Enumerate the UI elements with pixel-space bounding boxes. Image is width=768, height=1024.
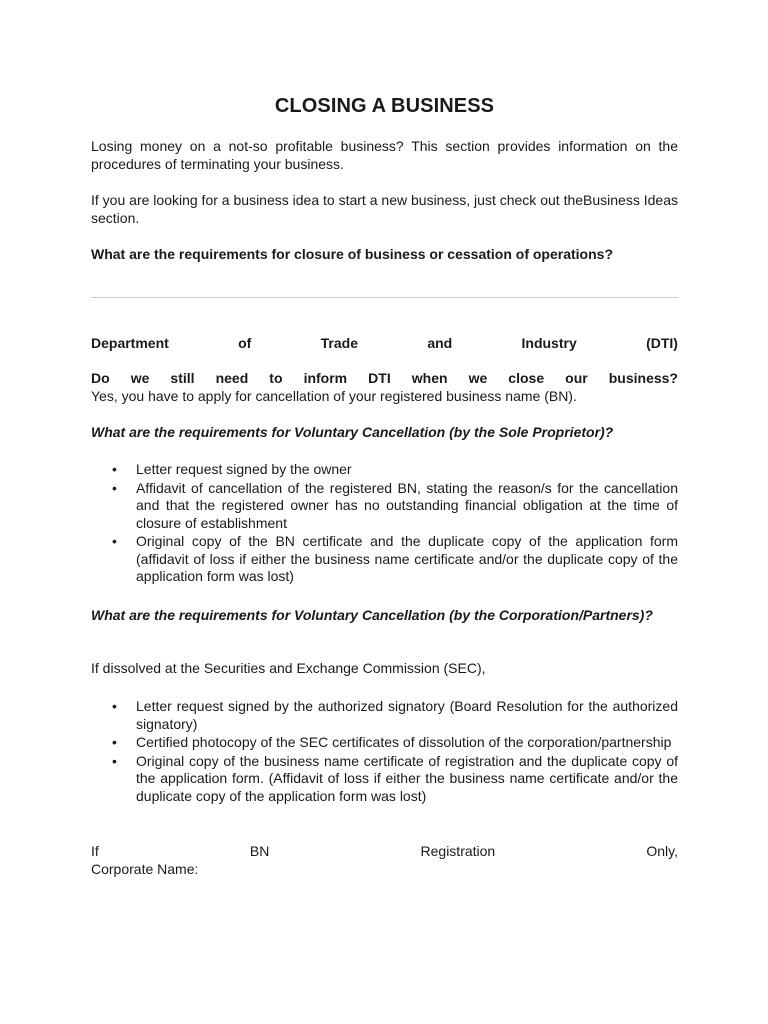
bn-line-word: If — [91, 843, 99, 859]
bn-line-word: Only, — [646, 843, 678, 859]
corporate-name-label: Corporate Name: — [91, 861, 199, 877]
bullet-icon: • — [112, 752, 117, 769]
list-item-text: Original copy of the BN certificate and the duplicate copy of the application form (affidavit of loss if either the business name certificate and/or the duplicate copy of the application form was lost) — [136, 533, 678, 584]
list-item — [91, 753, 678, 806]
sole-proprietor-question: What are the requirements for Voluntary Cancellation (by the Sole Proprietor)? — [91, 424, 614, 440]
dti-heading-word: Industry — [521, 335, 577, 351]
dti-heading-word: of — [238, 335, 252, 351]
bullet-icon: • — [112, 533, 117, 549]
list-item-text: Original copy of the business name certificate of registration and the duplicate copy of the application form. (Affidavit of loss if either the business name certificate and/or the duplicate copy of the application form was lost) — [136, 752, 678, 804]
bn-registration-only-line — [91, 843, 678, 861]
dti-heading — [91, 335, 678, 353]
list-item-text: Certified photocopy of the SEC certificates of dissolution of the corporation/partnership — [136, 734, 672, 750]
intro-paragraph: Losing money on a not-so profitable business? This section provides information on the procedures of terminating your business. — [91, 138, 678, 172]
bullet-icon: • — [112, 698, 117, 714]
sole-proprietor-requirements-list — [91, 461, 678, 587]
corporation-requirements-list — [91, 698, 678, 806]
list-item — [91, 480, 678, 533]
section-divider — [91, 297, 678, 298]
dti-heading-word: Trade — [320, 335, 358, 351]
closure-requirements-question: What are the requirements for closure of business or cessation of operations? — [91, 246, 613, 262]
sec-intro: If dissolved at the Securities and Exchange Commission (SEC), — [91, 660, 486, 676]
dti-heading-word: and — [427, 335, 453, 351]
list-item — [91, 734, 678, 752]
list-item-text: Affidavit of cancellation of the registered BN, stating the reason/s for the cancellation and that the registered owner has no outstanding financial obligation at the time of closure of establishment — [136, 479, 678, 531]
list-item — [91, 533, 678, 586]
dti-question: Do we still need to inform DTI when we close our business? — [91, 370, 678, 386]
bn-line-word: BN — [249, 843, 270, 859]
dti-heading-word: (DTI) — [646, 335, 678, 351]
bullet-icon: • — [112, 479, 117, 496]
list-item-text: Letter request signed by the authorized signatory (Board Resolution for the authorized signatory) — [136, 698, 678, 732]
dti-answer: Yes, you have to apply for cancellation of your registered business name (BN). — [91, 388, 577, 404]
list-item-text: Letter request signed by the owner — [136, 461, 352, 477]
corporation-question: What are the requirements for Voluntary Cancellation (by the Corporation/Partners)? — [91, 607, 653, 623]
bn-line-word: Registration — [420, 843, 496, 859]
page-title: CLOSING A BUSINESS — [274, 95, 495, 117]
bullet-icon: • — [112, 461, 117, 477]
list-item — [91, 698, 678, 733]
bullet-icon: • — [112, 734, 117, 750]
dti-heading-word: Department — [91, 335, 169, 351]
list-item — [91, 461, 678, 479]
business-ideas-paragraph: If you are looking for a business idea to start a new business, just check out theBusiness Ideas section. — [91, 192, 678, 226]
